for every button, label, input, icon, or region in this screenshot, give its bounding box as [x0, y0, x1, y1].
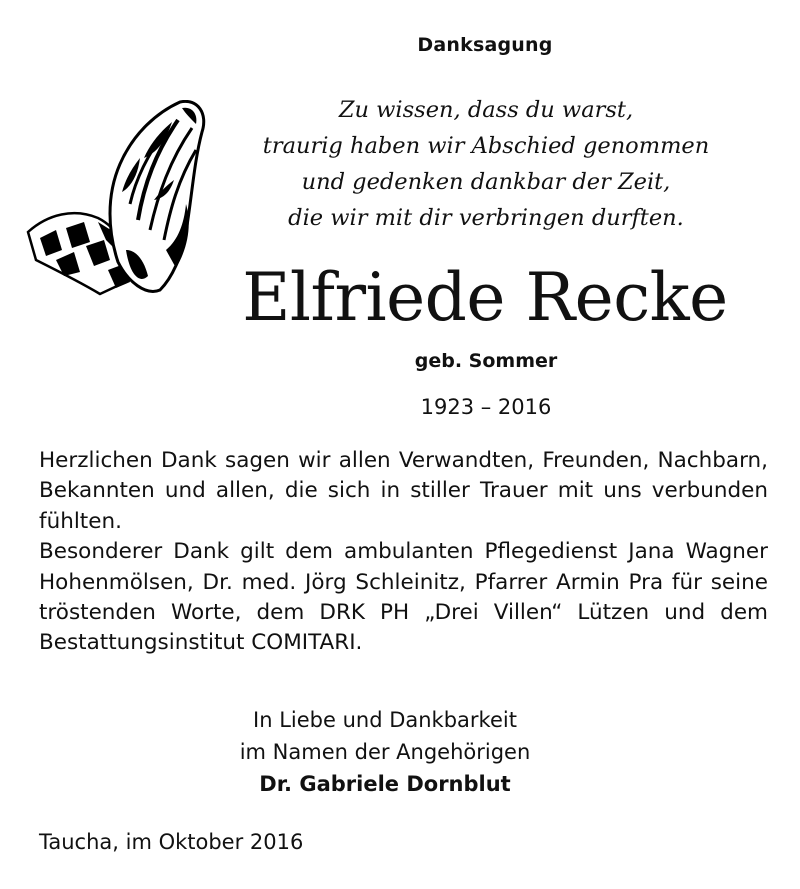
praying-hands-icon — [26, 100, 208, 296]
deceased-name: Elfriede Recke — [242, 259, 728, 336]
poem — [220, 92, 752, 236]
poem-line: und gedenken dankbar der Zeit, — [301, 169, 671, 195]
closing-line: im Namen der Angehörigen — [239, 740, 531, 764]
signature: Dr. Gabriele Dornblut — [259, 772, 511, 796]
maiden-name: geb. Sommer — [414, 350, 558, 372]
closing-block — [200, 704, 570, 800]
heading: Danksagung — [417, 34, 553, 56]
thanks-paragraph: Besonderer Dank gilt dem ambulanten Pflegedienst Jana Wagner Hohenmölsen, Dr. med. Jörg Schleinitz, Pfarrer Armin Pra für seine tröstenden Worte, dem DRK PH „Drei Villen“ Lützen und dem Bestattungsinstitut COMITARI. — [39, 539, 768, 656]
life-years: 1923 – 2016 — [420, 395, 552, 419]
place-date: Taucha, im Oktober 2016 — [39, 830, 304, 854]
thanks-paragraph: Herzlichen Dank sagen wir allen Verwandten, Freunden, Nachbarn, Bekannten und allen, die sich in stiller Trauer mit uns verbunden fühlten. — [39, 448, 768, 534]
closing-line: In Liebe und Dankbarkeit — [253, 708, 517, 732]
poem-line: die wir mit dir verbringen durften. — [288, 205, 684, 231]
thanks-text — [39, 446, 768, 659]
poem-line: Zu wissen, dass du warst, — [338, 97, 634, 123]
poem-line: traurig haben wir Abschied genommen — [262, 133, 710, 159]
